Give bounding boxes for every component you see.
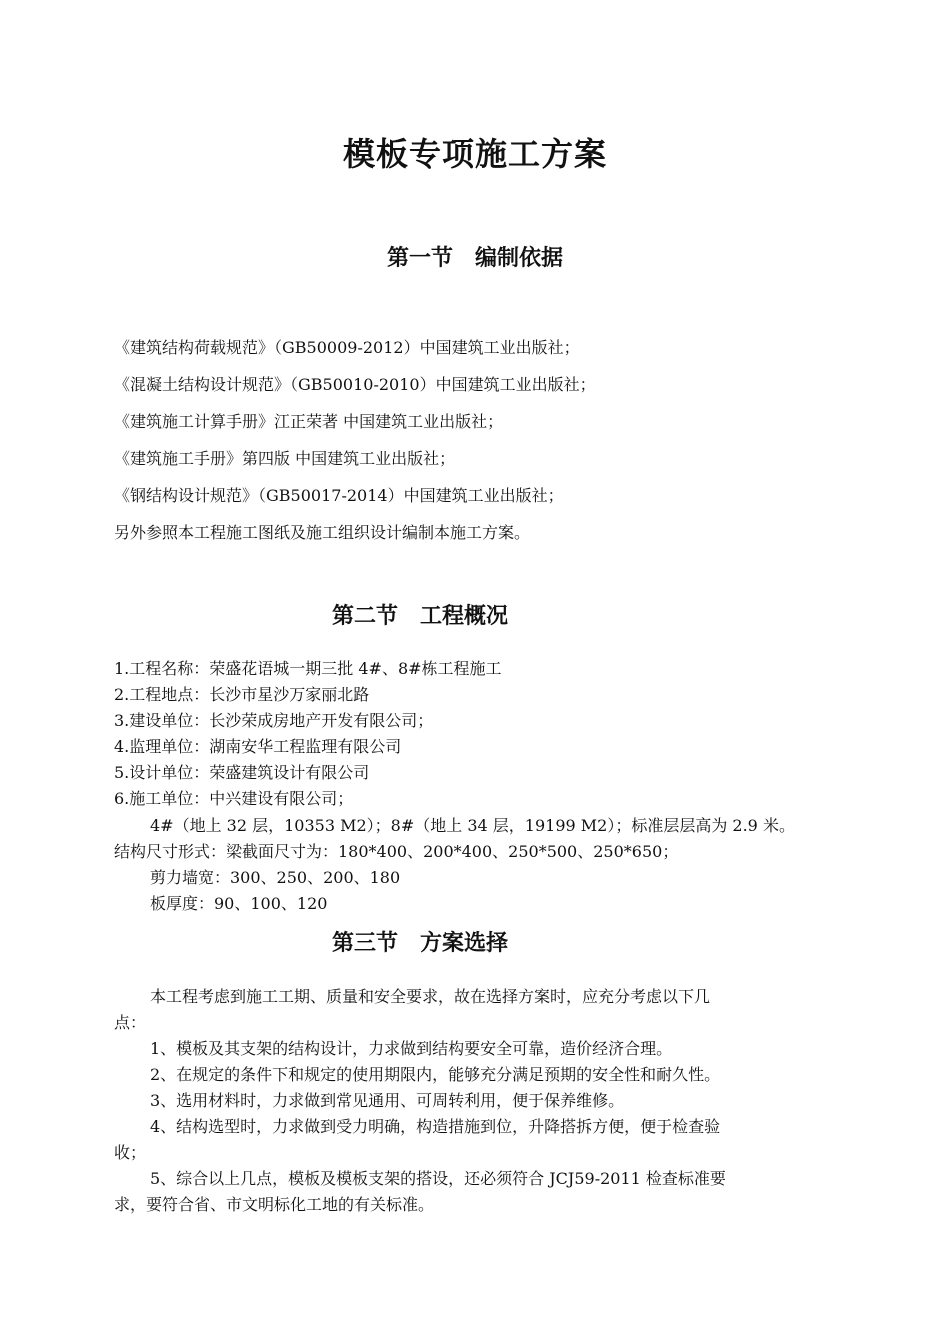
principle-item: 5、综合以上几点，模板及模板支架的搭设，还必须符合 JCJ59-2011 检查标准要 (150, 1169, 726, 1188)
section-3-heading: 第三节 方案选择 (331, 930, 508, 956)
intro-line: 本工程考虑到施工工期、质量和安全要求，故在选择方案时，应充分考虑以下几 (150, 987, 711, 1006)
reference-line: 《建筑结构荷载规范》（GB50009-2012）中国建筑工业出版社； (114, 338, 580, 357)
overview-item: 1.工程名称：荣盛花语城一期三批 4#、8#栋工程施工 (114, 659, 502, 678)
intro-line: 点： (114, 1013, 147, 1032)
overview-item: 5.设计单位：荣盛建筑设计有限公司 (114, 763, 370, 782)
overview-item: 3.建设单位：长沙荣成房地产开发有限公司； (114, 711, 434, 730)
slab-info: 板厚度：90、100、120 (150, 894, 328, 913)
principle-item: 2、在规定的条件下和规定的使用期限内，能够充分满足预期的安全性和耐久性。 (150, 1065, 721, 1084)
overview-item: 4.监理单位：湖南安华工程监理有限公司 (114, 737, 402, 756)
shear-wall-info: 剪力墙宽：300、250、200、180 (150, 868, 401, 887)
document-title: 模板专项施工方案 (342, 135, 607, 173)
overview-item: 2.工程地点：长沙市星沙万家丽北路 (114, 685, 370, 704)
section-2-heading: 第二节 工程概况 (331, 603, 508, 629)
principle-item: 收； (114, 1143, 147, 1162)
reference-line: 《建筑施工计算手册》江正荣著 中国建筑工业出版社； (114, 412, 504, 431)
principle-item: 4、结构选型时，力求做到受力明确，构造措施到位，升降搭拆方便，便于检查验 (150, 1117, 721, 1136)
reference-line: 《建筑施工手册》第四版 中国建筑工业出版社； (114, 449, 456, 468)
reference-line: 《钢结构设计规范》（GB50017-2014）中国建筑工业出版社； (114, 486, 564, 505)
overview-item: 6.施工单位：中兴建设有限公司； (114, 789, 354, 808)
principle-item: 3、选用材料时，力求做到常见通用、可周转利用，便于保养维修。 (150, 1091, 625, 1110)
reference-line: 另外参照本工程施工图纸及施工组织设计编制本施工方案。 (114, 523, 531, 542)
structure-info: 结构尺寸形式：梁截面尺寸为：180*400、200*400、250*500、250*650； (114, 842, 679, 861)
principle-item: 1、模板及其支架的结构设计，力求做到结构要安全可靠，造价经济合理。 (150, 1039, 673, 1058)
principle-item: 求，要符合省、市文明标化工地的有关标准。 (114, 1195, 435, 1214)
floors-info: 4#（地上 32 层，10353 M2）；8#（地上 34 层，19199 M2）；标准层层高为 2.9 米。 (150, 816, 795, 835)
reference-line: 《混凝土结构设计规范》（GB50010-2010）中国建筑工业出版社； (114, 375, 596, 394)
section-1-heading: 第一节 编制依据 (386, 245, 563, 271)
